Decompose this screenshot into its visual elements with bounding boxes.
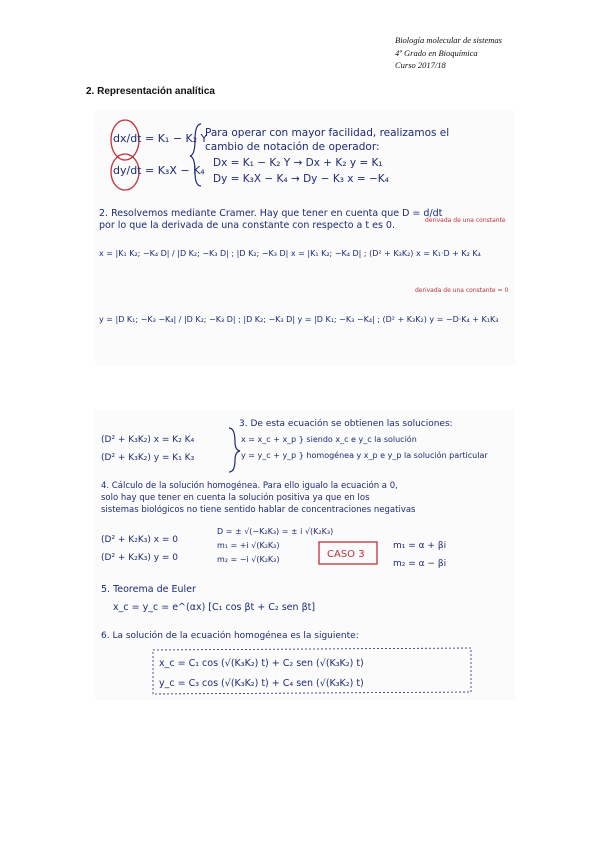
cramer-x: x = |K₁ K₂; −K₄ D| / |D K₂; −K₃ D| ; |D K₂; −K₃ D| x = |K₁ K₂; −K₄ D| ; (D² + K₃K₂) x = K₁·D + K₂ K₄	[99, 249, 481, 258]
root-m1: m₁ = +i √(K₂K₃)	[217, 541, 280, 550]
step4-line-c: sistemas biológicos no tiene sentido hablar de concentraciones negativas	[101, 505, 416, 515]
system-eq-y: (D² + K₃K₂) y = K₁ K₃	[101, 453, 195, 463]
final-solution-y: y_c = C₃ cos (√(K₃K₂) t) + C₄ sen (√(K₃K₂) t)	[159, 678, 364, 689]
homogeneous-y: (D² + K₂K₃) y = 0	[101, 553, 179, 563]
handwritten-scan-2	[95, 410, 515, 700]
operator-eq-2: Dy = K₃X − K₄ → Dy − K₃ x = −K₄	[213, 173, 389, 185]
eq-dy-dt: dy/dt = K₃X − K₄	[113, 164, 205, 177]
course-header	[395, 34, 585, 72]
solution-y: y = y_c + y_p } homogénea y x_p e y_p la solución particular	[241, 451, 488, 460]
red-note-derivative-x: derivada de una constante	[425, 217, 506, 224]
red-note-derivative-y: derivada de una constante = 0	[415, 287, 509, 294]
scan-2-canvas	[95, 410, 515, 700]
course-degree: 4º Grado en Bioquímica	[395, 47, 478, 58]
case-label: CASO 3	[327, 549, 365, 560]
section-title: 2. Representación analítica	[86, 86, 215, 97]
scan-1-canvas	[95, 110, 515, 365]
euler-formula: x_c = y_c = e^(αx) [C₁ cos βt + C₂ sen βt]	[113, 602, 316, 613]
root-m2: m₂ = −i √(K₂K₃)	[217, 555, 280, 564]
m1-form: m₁ = α + βi	[393, 541, 447, 551]
handwritten-scan-1	[95, 110, 515, 365]
homogeneous-x: (D² + K₂K₃) x = 0	[101, 535, 179, 545]
final-solution-x: x_c = C₁ cos (√(K₃K₂) t) + C₂ sen (√(K₃K₂) t)	[159, 658, 364, 669]
m2-form: m₂ = α − βi	[393, 559, 447, 569]
step5-line: 5. Teorema de Euler	[101, 584, 196, 595]
course-subject: Biología molecular de sistemas	[395, 35, 502, 45]
system-brace-2	[229, 428, 240, 472]
step4-line-a: 4. Cálculo de la solución homogénea. Para ello igualo la ecuación a 0,	[101, 481, 398, 491]
step6-line: 6. La solución de la ecuación homogénea es la siguiente:	[101, 631, 359, 641]
cramer-y: y = |D K₁; −K₃ −K₄| / |D K₂; −K₃ D| ; |D K₂; −K₃ D| y = |D K₁; −K₃ −K₄| ; (D² + K₃K₂) y = −D·K₄ + K₁K₃	[99, 315, 499, 324]
step2-line-b: por lo que la derivada de una constante con respecto a t es 0.	[99, 220, 395, 231]
roots-line: D = ± √(−K₂K₃) = ± i √(K₂K₃)	[217, 527, 334, 536]
solution-x: x = x_c + x_p } siendo x_c e y_c la solución	[241, 435, 417, 444]
note-operator-a: Para operar con mayor facilidad, realizamos el	[205, 127, 450, 139]
course-year: Curso 2017/18	[395, 60, 446, 70]
eq-dx-dt: dx/dt = K₁ − K₂ Y	[113, 132, 208, 145]
note-operator-b: cambio de notación de operador:	[205, 141, 380, 153]
step4-line-b: solo hay que tener en cuenta la solución positiva ya que en los	[101, 493, 370, 503]
system-eq-x: (D² + K₃K₂) x = K₂ K₄	[101, 435, 195, 445]
operator-eq-1: Dx = K₁ − K₂ Y → Dx + K₂ y = K₁	[213, 157, 383, 169]
step3-line: 3. De esta ecuación se obtienen las soluciones:	[239, 419, 453, 429]
step2-line-a: 2. Resolvemos mediante Cramer. Hay que tener en cuenta que D = d/dt	[99, 208, 443, 219]
